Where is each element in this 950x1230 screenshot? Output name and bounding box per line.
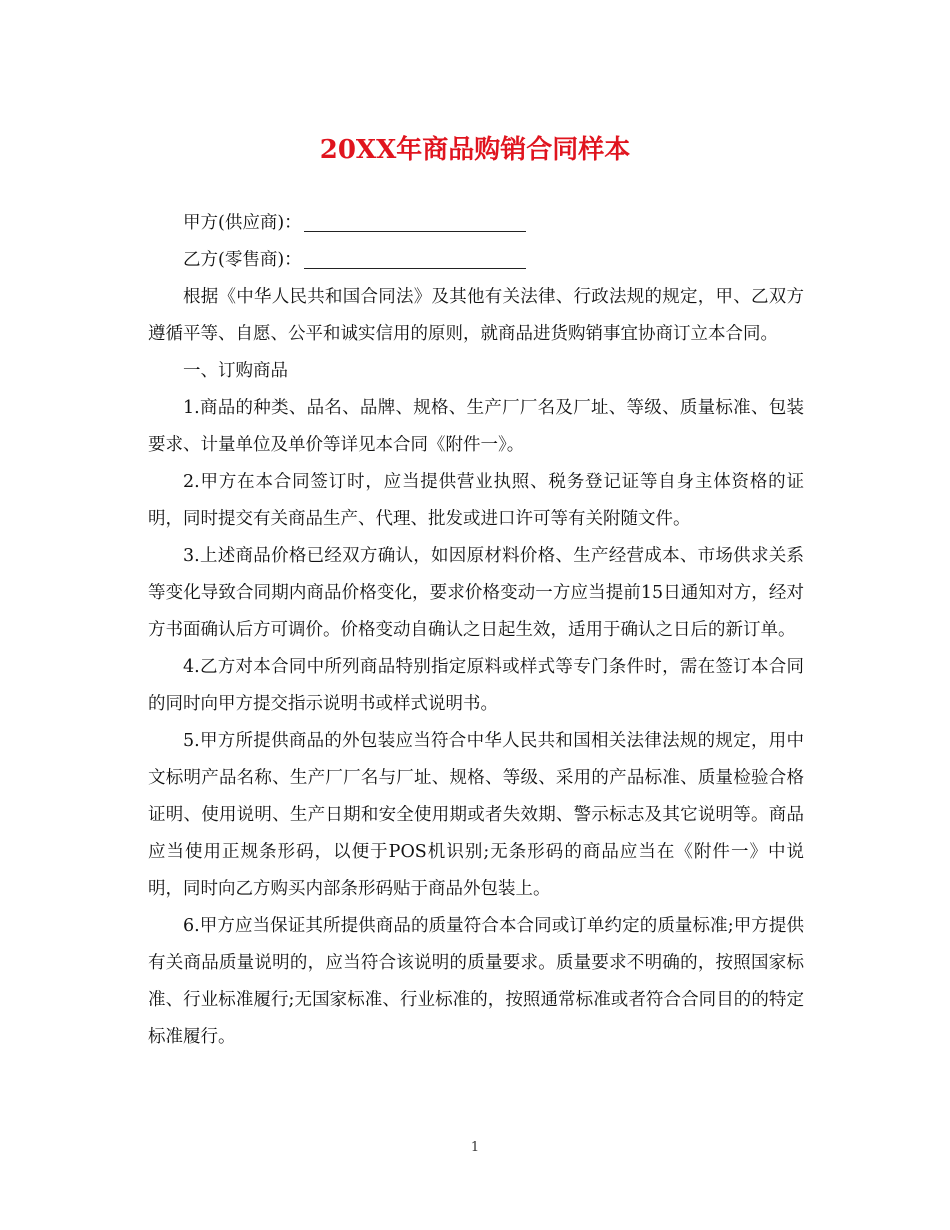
party-a-blank xyxy=(304,211,526,232)
section-heading: 一、订购商品 xyxy=(183,361,288,381)
clause-paragraph: 4.乙方对本合同中所列商品特别指定原料或样式等专门条件时，需在签订本合同的同时向甲方提交指示说明书或样式说明书。 xyxy=(148,657,804,714)
clause-paragraph: 3.上述商品价格已经双方确认，如因原材料价格、生产经营成本、市场供求关系等变化导致合同期内商品价格变化，要求价格变动一方应当提前15日通知对方，经对方书面确认后方可调价。价格变动自确认之日起生效，适用于确认之日后的新订单。 xyxy=(148,546,804,640)
party-b-line xyxy=(148,242,804,279)
page-number: 1 xyxy=(470,1140,480,1155)
clause-paragraph: 2.甲方在本合同签订时，应当提供营业执照、税务登记证等自身主体资格的证明，同时提交有关商品生产、代理、批发或进口许可等有关附随文件。 xyxy=(148,472,804,529)
party-a-line xyxy=(148,205,804,242)
party-b-label: 乙方(零售商)： xyxy=(183,250,302,270)
clause-paragraph: 1.商品的种类、品名、品牌、规格、生产厂厂名及厂址、等级、质量标准、包装要求、计量单位及单价等详见本合同《附件一》。 xyxy=(148,398,804,455)
party-a-label: 甲方(供应商)： xyxy=(183,213,302,233)
clause-paragraph: 6.甲方应当保证其所提供商品的质量符合本合同或订单约定的质量标准;甲方提供有关商品质量说明的，应当符合该说明的质量要求。质量要求不明确的，按照国家标准、行业标准履行;无国家标准、行业标准的，按照通常标准或者符合合同目的的特定标准履行。 xyxy=(148,916,804,1047)
clause-paragraph: 5.甲方所提供商品的外包装应当符合中华人民共和国相关法律法规的规定，用中文标明产品名称、生产厂厂名与厂址、规格、等级、采用的产品标准、质量检验合格证明、使用说明、生产日期和安全使用期或者失效期、警示标志及其它说明等。商品应当使用正规条形码，以便于POS机识别;无条形码的商品应当在《附件一》中说明，同时向乙方购买内部条形码贴于商品外包装上。 xyxy=(148,731,804,899)
party-b-blank xyxy=(304,248,526,269)
document-title: 20XX年商品购销合同样本 xyxy=(319,135,631,165)
intro-paragraph: 根据《中华人民共和国合同法》及其他有关法律、行政法规的规定，甲、乙双方遵循平等、自愿、公平和诚实信用的原则，就商品进货购销事宜协商订立本合同。 xyxy=(148,287,804,344)
document-body xyxy=(148,205,804,1056)
